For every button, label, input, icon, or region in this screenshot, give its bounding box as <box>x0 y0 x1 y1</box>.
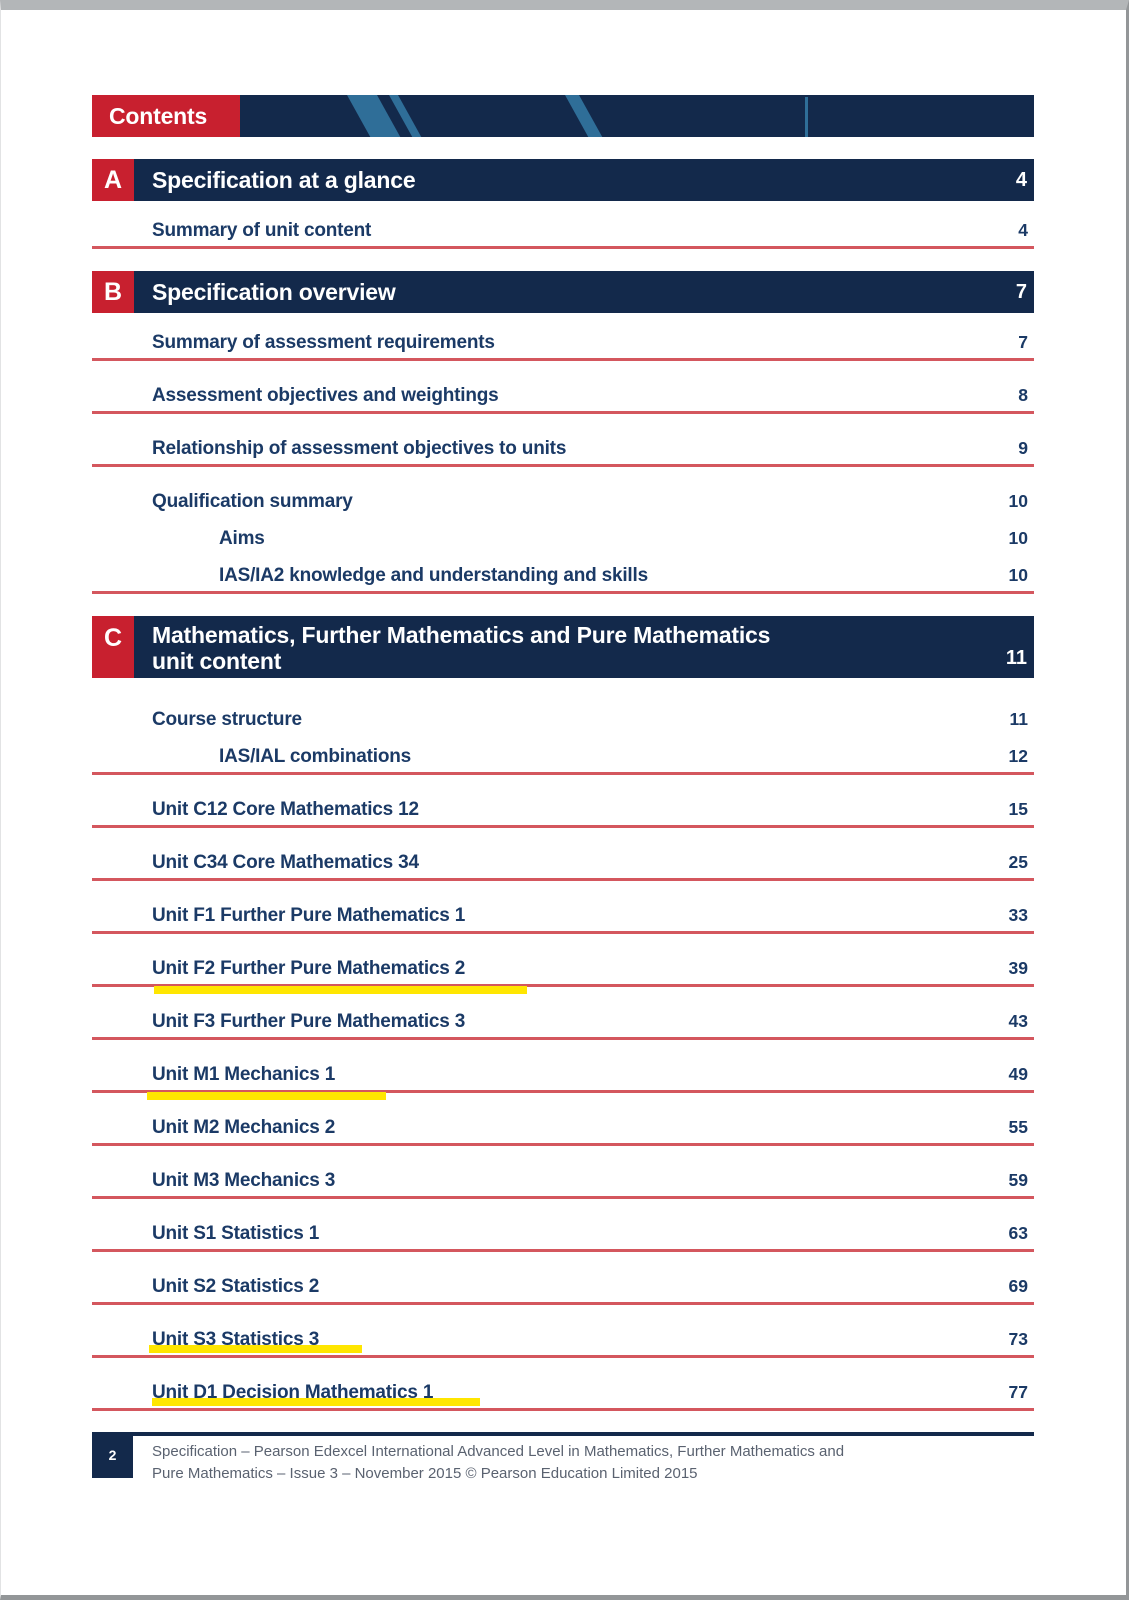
toc-group <box>92 1008 1034 1040</box>
toc-entry-page: 77 <box>1008 1382 1028 1402</box>
toc-entry-page: 49 <box>1008 1064 1028 1084</box>
toc-entry[interactable] <box>92 1326 1034 1353</box>
page-footer <box>92 1432 1034 1485</box>
toc-entry-label: Unit S2 Statistics 2 <box>152 1276 320 1297</box>
toc-entry[interactable] <box>92 382 1034 409</box>
toc-group <box>92 1220 1034 1252</box>
footer-citation <box>133 1436 1034 1485</box>
toc-entry[interactable] <box>92 796 1034 823</box>
toc-entry-label: Unit C12 Core Mathematics 12 <box>152 799 419 820</box>
section-title-line2: unit content <box>152 648 282 674</box>
toc-entry-label: Relationship of assessment objectives to units <box>152 438 567 459</box>
toc-entry-label: Unit S3 Statistics 3 <box>152 1329 320 1350</box>
toc-list <box>92 706 1034 1411</box>
toc-entry-page: 8 <box>1018 385 1028 405</box>
toc-entry-page: 33 <box>1008 905 1028 925</box>
toc-entry-page: 12 <box>1008 746 1028 766</box>
toc-entry-label: Unit M3 Mechanics 3 <box>152 1170 336 1191</box>
toc-entry-page: 7 <box>1018 332 1028 352</box>
toc-entry[interactable] <box>92 955 1034 982</box>
toc-group <box>92 488 1034 594</box>
banner-vertical-line <box>805 97 808 137</box>
toc-content <box>92 95 1034 1485</box>
toc-entry-page: 15 <box>1008 799 1028 819</box>
toc-entry-page: 4 <box>1018 220 1028 240</box>
toc-entry[interactable] <box>92 329 1034 356</box>
toc-group <box>92 706 1034 775</box>
section-page-number: 4 <box>1015 168 1027 191</box>
contents-banner <box>92 95 1034 137</box>
toc-entry-page: 10 <box>1008 565 1028 585</box>
footer-page-number: 2 <box>92 1432 133 1478</box>
section-letter: C <box>92 616 134 678</box>
toc-entry-label: Qualification summary <box>152 491 353 512</box>
section-page-number: 11 <box>1005 647 1027 669</box>
section-title: Specification overview <box>152 278 396 305</box>
toc-group <box>92 902 1034 934</box>
toc-entry-label: Unit M2 Mechanics 2 <box>152 1117 336 1138</box>
toc-entry-page: 59 <box>1008 1170 1028 1190</box>
toc-entry[interactable] <box>92 1220 1034 1247</box>
toc-entry-label: Unit F2 Further Pure Mathematics 2 <box>152 958 466 979</box>
toc-entry[interactable] <box>92 435 1034 462</box>
section-page-number: 7 <box>1015 280 1027 303</box>
toc-entry[interactable] <box>92 562 1034 589</box>
toc-entry-label: Course structure <box>152 709 302 730</box>
section-title-line1: Mathematics, Further Mathematics and Pure Mathematics <box>152 622 771 648</box>
toc-section-b <box>92 271 1034 594</box>
toc-entry-page: 69 <box>1008 1276 1028 1296</box>
section-title <box>134 616 1006 678</box>
toc-entry-label: Summary of unit content <box>152 220 372 241</box>
toc-entry[interactable] <box>92 902 1034 929</box>
section-letter: A <box>92 159 134 201</box>
toc-entry[interactable] <box>92 1379 1034 1406</box>
toc-entry-page: 11 <box>1009 709 1028 729</box>
yellow-highlighter-mark <box>147 1092 386 1100</box>
section-letter: B <box>92 271 134 313</box>
toc-entry-page: 10 <box>1008 491 1028 511</box>
toc-group <box>92 796 1034 828</box>
toc-group <box>92 1379 1034 1411</box>
toc-group <box>92 1326 1034 1358</box>
toc-entry[interactable] <box>92 849 1034 876</box>
toc-entry-label: Assessment objectives and weightings <box>152 385 499 406</box>
toc-group <box>92 1167 1034 1199</box>
toc-entry-page: 10 <box>1008 528 1028 548</box>
yellow-highlighter-mark <box>154 986 527 994</box>
toc-entry-page: 55 <box>1008 1117 1028 1137</box>
toc-entry-page: 9 <box>1018 438 1028 458</box>
toc-entry-page: 63 <box>1008 1223 1028 1243</box>
toc-entry[interactable] <box>92 1008 1034 1035</box>
toc-entry[interactable] <box>92 1273 1034 1300</box>
toc-entry-label: Summary of assessment requirements <box>152 332 495 353</box>
toc-entry-label: Unit F3 Further Pure Mathematics 3 <box>152 1011 466 1032</box>
banner-stripe <box>565 95 602 137</box>
toc-entry-page: 43 <box>1008 1011 1028 1031</box>
toc-entry[interactable] <box>92 488 1034 515</box>
toc-entry[interactable] <box>92 706 1034 733</box>
section-title: Specification at a glance <box>152 166 416 193</box>
toc-entry-label: Unit D1 Decision Mathematics 1 <box>152 1382 434 1403</box>
toc-group <box>92 217 1034 249</box>
toc-entry-label: Unit S1 Statistics 1 <box>152 1223 320 1244</box>
section-header-b[interactable] <box>92 271 1034 313</box>
toc-group <box>92 849 1034 881</box>
toc-entry-page: 39 <box>1008 958 1028 978</box>
toc-entry[interactable] <box>92 1167 1034 1194</box>
contents-banner-label: Contents <box>92 95 240 137</box>
section-header-c[interactable] <box>92 616 1034 678</box>
toc-entry[interactable] <box>92 1061 1034 1088</box>
toc-section-a <box>92 159 1034 249</box>
toc-entry[interactable] <box>92 525 1034 552</box>
toc-group <box>92 329 1034 361</box>
toc-entry-label: IAS/IA2 knowledge and understanding and skills <box>219 565 648 586</box>
toc-entry-label: Aims <box>219 528 265 549</box>
toc-entry-page: 25 <box>1008 852 1028 872</box>
toc-group <box>92 382 1034 414</box>
toc-entry[interactable] <box>92 217 1034 244</box>
toc-entry-label: Unit C34 Core Mathematics 34 <box>152 852 419 873</box>
footer-rule <box>133 1432 1034 1485</box>
toc-group <box>92 1273 1034 1305</box>
toc-group <box>92 435 1034 467</box>
toc-entry[interactable] <box>92 743 1034 770</box>
toc-list <box>92 217 1034 249</box>
toc-entry-page: 73 <box>1008 1329 1028 1349</box>
toc-entry[interactable] <box>92 1114 1034 1141</box>
toc-group <box>92 1114 1034 1146</box>
toc-entry-label: Unit F1 Further Pure Mathematics 1 <box>152 905 466 926</box>
toc-entry-label: IAS/IAL combinations <box>219 746 412 767</box>
footer-citation-line1: Specification – Pearson Edexcel International Advanced Level in Mathematics, Further Mathematics and <box>152 1443 845 1460</box>
toc-list <box>92 329 1034 594</box>
toc-entry-label: Unit M1 Mechanics 1 <box>152 1064 336 1085</box>
toc-group <box>92 955 1034 987</box>
toc-section-c <box>92 616 1034 1411</box>
toc-group <box>92 1061 1034 1093</box>
footer-citation-line2: Pure Mathematics – Issue 3 – November 2015 © Pearson Education Limited 2015 <box>152 1465 698 1482</box>
toc-sections <box>92 159 1034 1411</box>
section-header-a[interactable] <box>92 159 1034 201</box>
